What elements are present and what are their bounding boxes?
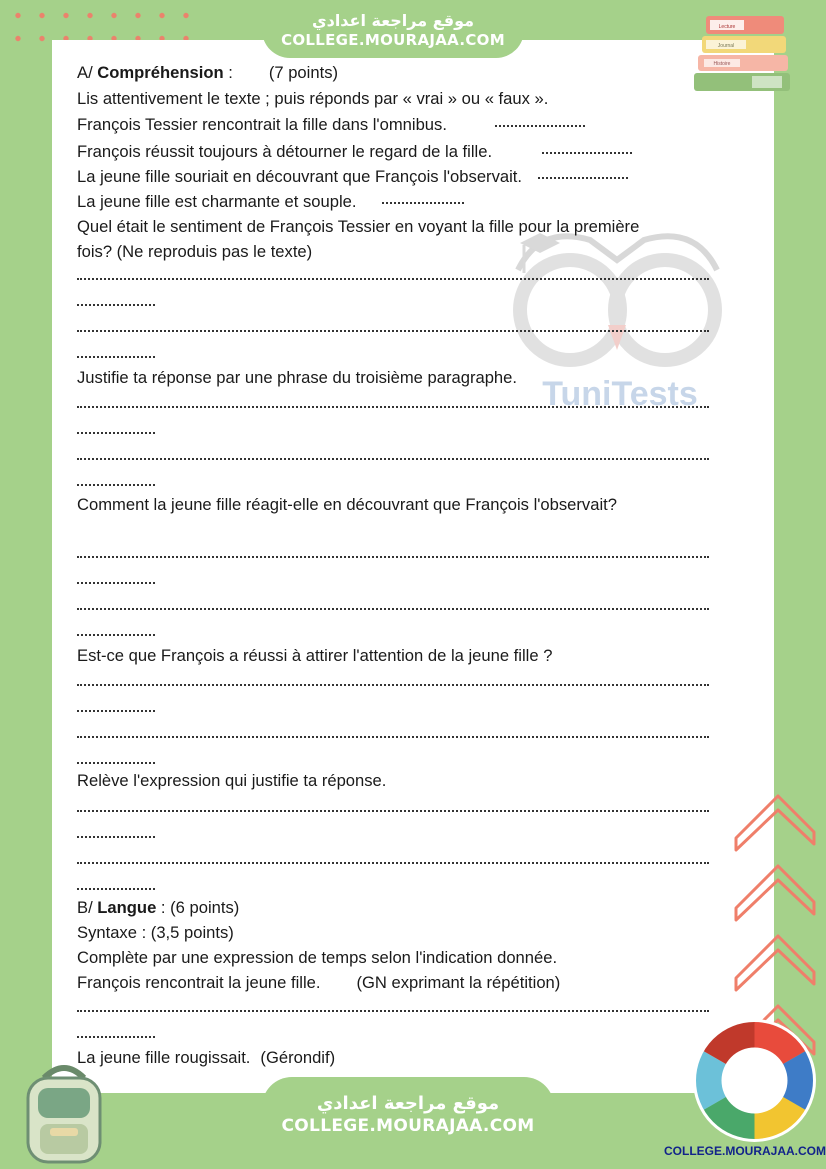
answer-line[interactable]	[77, 356, 155, 358]
section-b-title: Langue	[97, 898, 157, 917]
answer-line[interactable]	[77, 1036, 155, 1038]
footer-site-name: موقع مراجعة اعدادي	[316, 1093, 500, 1114]
question-2: Justifie ta réponse par une phrase du troisième paragraphe.	[77, 368, 518, 387]
header-site-name: موقع مراجعة اعدادي	[311, 11, 475, 30]
section-b-instruction: Complète par une expression de temps selon l'indication donnée.	[77, 948, 558, 967]
answer-line[interactable]	[77, 888, 155, 890]
section-a-title: Compréhension	[97, 63, 224, 82]
exercise-2: La jeune fille rougissait. (Gérondif)	[77, 1048, 336, 1067]
question-3: Comment la jeune fille réagit-elle en découvrant que François l'observait?	[77, 495, 617, 514]
answer-line[interactable]	[77, 458, 709, 460]
true-false-statement: François Tessier rencontrait la fille dans l'omnibus.	[77, 115, 585, 135]
true-false-statement: La jeune fille souriait en découvrant que François l'observait.	[77, 167, 628, 187]
answer-line[interactable]	[77, 582, 155, 584]
answer-line[interactable]	[77, 278, 709, 280]
answer-line[interactable]	[77, 432, 155, 434]
answer-line[interactable]	[77, 634, 155, 636]
answer-line[interactable]	[77, 484, 155, 486]
answer-line[interactable]	[77, 304, 155, 306]
subjects-wheel-icon	[692, 1018, 817, 1143]
section-b-heading: B/ Langue : (6 points)	[77, 898, 240, 917]
answer-line[interactable]	[77, 556, 709, 558]
answer-line[interactable]	[77, 330, 709, 332]
question-1-line-1: Quel était le sentiment de François Tessier en voyant la fille pour la première	[77, 217, 640, 236]
answer-line[interactable]	[77, 862, 709, 864]
answer-line[interactable]	[77, 836, 155, 838]
book-label: Lecture	[718, 24, 736, 30]
true-false-statement: François réussit toujours à détourner le regard de la fille.	[77, 142, 632, 162]
footer-banner	[262, 1077, 554, 1169]
header-banner	[262, 4, 524, 58]
book-label: Journal	[717, 43, 735, 49]
answer-blank[interactable]	[495, 125, 585, 127]
answer-line[interactable]	[77, 684, 709, 686]
answer-line[interactable]	[77, 710, 155, 712]
section-a-instruction: Lis attentivement le texte ; puis réponds par « vrai » ou « faux ».	[77, 89, 549, 108]
true-false-statement: La jeune fille est charmante et souple.	[77, 192, 464, 212]
exercise-1-hint: (GN exprimant la répétition)	[356, 973, 561, 992]
syntaxe-heading: Syntaxe : (3,5 points)	[77, 923, 234, 942]
answer-line[interactable]	[77, 608, 709, 610]
answer-blank[interactable]	[538, 177, 628, 179]
answer-blank[interactable]	[382, 202, 464, 204]
section-b-points: : (6 points)	[156, 898, 240, 917]
books-stack-icon	[692, 10, 802, 98]
answer-line[interactable]	[77, 406, 709, 408]
backpack-icon	[14, 1058, 114, 1166]
exercise-2-hint: (Gérondif)	[260, 1048, 336, 1067]
watermark-brand: TuniTests	[542, 375, 698, 413]
answer-line[interactable]	[77, 1010, 709, 1012]
answer-line[interactable]	[77, 736, 709, 738]
answer-line[interactable]	[77, 810, 709, 812]
tunitests-watermark	[510, 215, 725, 420]
question-5: Relève l'expression qui justifie ta réponse.	[77, 771, 387, 790]
book-label: Histoire	[713, 61, 731, 67]
question-1-line-2: fois? (Ne reproduis pas le texte)	[77, 242, 313, 261]
section-a-heading: A/ Compréhension : (7 points)	[77, 63, 339, 82]
logo-site-url[interactable]: COLLEGE.MOURAJAA.COM	[664, 1144, 826, 1158]
answer-blank[interactable]	[542, 152, 632, 154]
answer-line[interactable]	[77, 762, 155, 764]
footer-site-url[interactable]: COLLEGE.MOURAJAA.COM	[281, 1116, 535, 1136]
exercise-1: François rencontrait la jeune fille. (GN exprimant la répétition)	[77, 973, 561, 992]
section-a-points: (7 points)	[268, 63, 339, 82]
question-4: Est-ce que François a réussi à attirer l'attention de la jeune fille ?	[77, 646, 553, 665]
header-site-url[interactable]: COLLEGE.MOURAJAA.COM	[281, 31, 505, 49]
